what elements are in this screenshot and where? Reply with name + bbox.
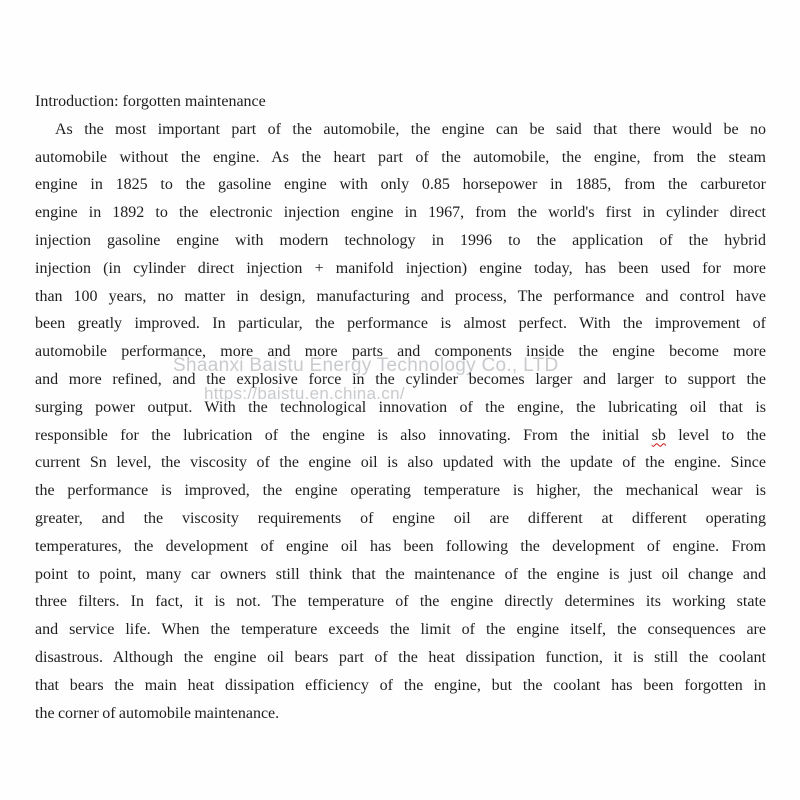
text-line — [35, 227, 766, 255]
text-line — [35, 616, 766, 644]
text-line — [35, 505, 766, 533]
spell-error-word: sb — [651, 426, 666, 444]
text-segment: than 100 years, no matter in design, manufacturing and process, The performance and control have — [35, 287, 766, 305]
text-segment: surging power output. With the technological innovation of the engine, the lubricating oil that is — [35, 398, 766, 416]
text-line — [35, 366, 766, 394]
text-segment: engine in 1825 to the gasoline engine with only 0.85 horsepower in 1885, from the carburetor — [35, 176, 766, 194]
text-segment: the performance is improved, the engine operating temperature is higher, the mechanical wear is — [35, 482, 766, 500]
text-segment: automobile performance, more and more parts and components inside the engine become more — [35, 343, 766, 361]
text-segment: greater, and the viscosity requirements of engine oil are different at different operating — [35, 509, 766, 527]
text-segment: level to the — [665, 426, 766, 444]
watermark-company-text: Shaanxi Baistu Energy Technology Co., LTD — [173, 355, 559, 376]
text-line — [35, 477, 766, 505]
text-line — [35, 310, 766, 338]
text-line — [35, 561, 766, 589]
text-line — [35, 283, 766, 311]
text-line — [35, 199, 766, 227]
text-segment: been greatly improved. In particular, the performance is almost perfect. With the improvement of — [35, 315, 766, 333]
text-line — [35, 338, 766, 366]
text-segment: injection gasoline engine with modern technology in 1996 to the application of the hybrid — [35, 231, 766, 249]
text-segment: temperatures, the development of engine oil has been following the development of engine. From — [35, 537, 766, 555]
text-segment: point to point, many car owners still think that the maintenance of the engine is just oil change and — [35, 565, 766, 583]
text-segment: the corner of automobile maintenance. — [35, 704, 280, 722]
text-segment: engine in 1892 to the electronic injection engine in 1967, from the world's first in cylinder direct — [35, 204, 766, 222]
text-segment: current Sn level, the viscosity of the engine oil is also updated with the update of the engine. Since — [35, 454, 766, 472]
text-line — [35, 449, 766, 477]
text-segment: automobile without the engine. As the heart part of the automobile, the engine, from the steam — [35, 148, 766, 166]
text-segment: responsible for the lubrication of the engine is also innovating. From the initial — [35, 426, 652, 444]
text-line — [35, 171, 766, 199]
text-segment: As the most important part of the automobile, the engine can be said that there would be no — [55, 120, 766, 138]
text-line — [35, 588, 766, 616]
text-segment: and more refined, and the explosive force in the cylinder becomes larger and larger to support the — [35, 370, 766, 388]
text-segment: and service life. When the temperature exceeds the limit of the engine itself, the consequences are — [35, 621, 766, 639]
text-line — [35, 533, 766, 561]
text-segment: injection (in cylinder direct injection + manifold injection) engine today, has been used for more — [35, 259, 766, 277]
text-segment: that bears the main heat dissipation efficiency of the engine, but the coolant has been forgotten in — [35, 676, 766, 694]
text-segment: disastrous. Although the engine oil bears part of the heat dissipation function, it is still the coolant — [35, 648, 766, 666]
text-line — [35, 116, 766, 144]
body-paragraph — [35, 116, 766, 728]
document-content — [35, 88, 766, 727]
text-line — [35, 422, 766, 450]
text-line — [35, 672, 766, 700]
text-line — [35, 255, 766, 283]
text-line — [35, 144, 766, 172]
text-line — [35, 700, 766, 728]
text-segment: three filters. In fact, it is not. The temperature of the engine directly determines its working state — [35, 593, 766, 611]
text-line — [35, 644, 766, 672]
text-line — [35, 394, 766, 422]
watermark-url-text: https://baistu.en.china.cn/ — [204, 384, 405, 403]
document-title: Introduction: forgotten maintenance — [35, 93, 266, 110]
